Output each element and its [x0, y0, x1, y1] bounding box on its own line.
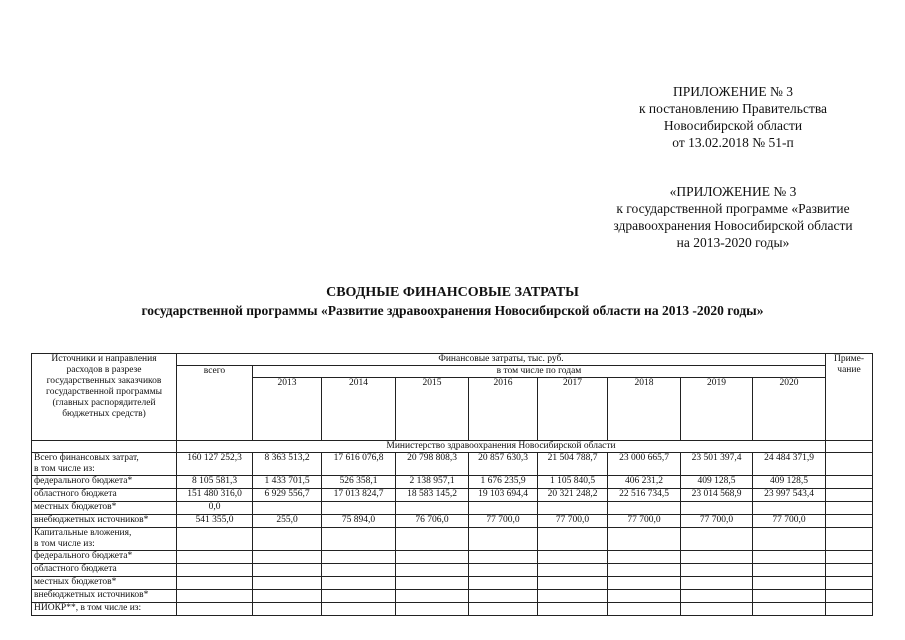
cell-year-value — [253, 603, 322, 616]
cell-total — [177, 528, 253, 551]
cell-year-value — [753, 528, 826, 551]
financial-costs-table — [31, 353, 873, 616]
cell-year-value — [396, 577, 469, 590]
cell-year-value — [469, 603, 538, 616]
row-label: внебюджетных источников* — [32, 515, 177, 528]
document-subtitle: государственной программы «Развитие здравоохранения Новосибирской области на 2013 -2020 годы» — [141, 303, 764, 318]
cell-year-value — [469, 577, 538, 590]
cell-year-value: 2 138 957,1 — [396, 476, 469, 489]
row-label: НИОКР**, в том числе из: — [32, 603, 177, 616]
header-financial-costs: Финансовые затраты, тыс. руб. — [177, 354, 826, 366]
cell-year-value: 17 013 824,7 — [322, 489, 396, 502]
cell-year-value — [322, 603, 396, 616]
cell-total: 8 105 581,3 — [177, 476, 253, 489]
cell-total: 151 480 316,0 — [177, 489, 253, 502]
cell-year-value — [322, 551, 396, 564]
cell-note — [826, 502, 873, 515]
cell-year-value: 1 105 840,5 — [538, 476, 608, 489]
cell-total — [177, 590, 253, 603]
header-year: 2014 — [322, 378, 396, 441]
cell-total — [177, 551, 253, 564]
cell-year-value — [681, 590, 753, 603]
cell-year-value — [538, 590, 608, 603]
cell-year-value — [469, 528, 538, 551]
cell-year-value — [396, 603, 469, 616]
cell-year-value — [396, 528, 469, 551]
table-row — [32, 603, 873, 616]
appendix-line: от 13.02.2018 № 51-п — [672, 135, 794, 150]
cell-year-value — [538, 603, 608, 616]
cell-year-value — [538, 502, 608, 515]
cell-year-value — [608, 528, 681, 551]
cell-year-value — [681, 528, 753, 551]
cell-year-value — [322, 577, 396, 590]
row-label: федерального бюджета* — [32, 551, 177, 564]
cell-year-value: 6 929 556,7 — [253, 489, 322, 502]
cell-year-value: 77 700,0 — [538, 515, 608, 528]
row-label: областного бюджета — [32, 489, 177, 502]
cell-year-value: 18 583 145,2 — [396, 489, 469, 502]
row-label: местных бюджетов* — [32, 577, 177, 590]
appendix-line: здравоохранения Новосибирской области — [613, 218, 853, 233]
cell-year-value — [396, 502, 469, 515]
section-ministry-row: Министерство здравоохранения Новосибирской области — [177, 441, 826, 453]
cell-total — [177, 564, 253, 577]
header-year: 2020 — [753, 378, 826, 441]
appendix-approval-block — [603, 83, 863, 151]
cell-year-value: 77 700,0 — [469, 515, 538, 528]
row-label: федерального бюджета* — [32, 476, 177, 489]
appendix-line: на 2013-2020 годы» — [676, 235, 790, 250]
cell-note — [826, 603, 873, 616]
cell-year-value: 406 231,2 — [608, 476, 681, 489]
cell-year-value: 23 014 568,9 — [681, 489, 753, 502]
cell-year-value — [253, 502, 322, 515]
appendix-line: Новосибирской области — [663, 118, 803, 133]
table-row — [32, 489, 873, 502]
cell-year-value — [253, 551, 322, 564]
cell-year-value: 21 504 788,7 — [538, 453, 608, 476]
header-note-column: Приме- чание — [826, 354, 873, 441]
cell-total: 160 127 252,3 — [177, 453, 253, 476]
table-row — [32, 564, 873, 577]
table-row — [32, 476, 873, 489]
cell-year-value — [753, 590, 826, 603]
cell-year-value — [538, 528, 608, 551]
cell-year-value — [681, 551, 753, 564]
cell-year-value — [681, 564, 753, 577]
cell-year-value — [753, 551, 826, 564]
cell-year-value — [322, 590, 396, 603]
cell-note — [826, 528, 873, 551]
cell-note — [826, 453, 873, 476]
cell-year-value — [753, 564, 826, 577]
cell-year-value — [538, 564, 608, 577]
appendix-line: к постановлению Правительства — [638, 101, 828, 116]
cell-year-value — [469, 502, 538, 515]
cell-year-value — [253, 577, 322, 590]
row-label: областного бюджета — [32, 564, 177, 577]
cell-year-value: 255,0 — [253, 515, 322, 528]
cell-note — [826, 489, 873, 502]
cell-total — [177, 603, 253, 616]
cell-year-value — [396, 564, 469, 577]
document-title: СВОДНЫЕ ФИНАНСОВЫЕ ЗАТРАТЫ — [326, 285, 579, 300]
cell-year-value — [608, 502, 681, 515]
cell-year-value: 8 363 513,2 — [253, 453, 322, 476]
appendix-line: к государственной программе «Развитие — [616, 201, 850, 216]
cell-year-value: 77 700,0 — [753, 515, 826, 528]
table-row — [32, 577, 873, 590]
cell-year-value — [681, 603, 753, 616]
cell-year-value — [753, 502, 826, 515]
table-row — [32, 502, 873, 515]
cell-year-value: 23 501 397,4 — [681, 453, 753, 476]
cell-year-value — [608, 603, 681, 616]
cell-year-value: 1 676 235,9 — [469, 476, 538, 489]
cell-year-value — [538, 577, 608, 590]
cell-year-value: 20 321 248,2 — [538, 489, 608, 502]
header-sources-column: Источники и направления расходов в разрезе государственных заказчиков государственной программы (главных распорядителей бюджетных средств) — [32, 354, 177, 441]
cell-year-value — [608, 564, 681, 577]
cell-note — [826, 476, 873, 489]
cell-year-value: 22 516 734,5 — [608, 489, 681, 502]
cell-year-value — [469, 551, 538, 564]
header-year: 2019 — [681, 378, 753, 441]
cell-year-value — [469, 564, 538, 577]
cell-year-value — [681, 577, 753, 590]
header-year: 2013 — [253, 378, 322, 441]
cell-year-value — [608, 577, 681, 590]
cell-note — [826, 590, 873, 603]
cell-year-value: 24 484 371,9 — [753, 453, 826, 476]
cell-total — [177, 577, 253, 590]
cell-year-value: 409 128,5 — [681, 476, 753, 489]
cell-year-value: 20 798 808,3 — [396, 453, 469, 476]
cell-year-value — [753, 603, 826, 616]
table-row — [32, 453, 873, 476]
cell-year-value — [538, 551, 608, 564]
table-row — [32, 590, 873, 603]
header-total: всего — [177, 366, 253, 441]
cell-year-value — [396, 590, 469, 603]
header-by-years: в том числе по годам — [253, 366, 826, 378]
row-label: Всего финансовых затрат, в том числе из: — [32, 453, 177, 476]
header-year: 2018 — [608, 378, 681, 441]
header-year: 2015 — [396, 378, 469, 441]
cell-year-value: 77 700,0 — [681, 515, 753, 528]
cell-year-value — [608, 551, 681, 564]
cell-total: 0,0 — [177, 502, 253, 515]
cell-year-value — [396, 551, 469, 564]
cell-note — [826, 564, 873, 577]
cell-year-value — [322, 502, 396, 515]
appendix-line: ПРИЛОЖЕНИЕ № 3 — [672, 84, 794, 99]
cell-year-value — [608, 590, 681, 603]
cell-year-value — [753, 577, 826, 590]
cell-year-value: 76 706,0 — [396, 515, 469, 528]
row-label: местных бюджетов* — [32, 502, 177, 515]
cell-year-value — [469, 590, 538, 603]
row-label: Капитальные вложения, в том числе из: — [32, 528, 177, 551]
cell-note — [826, 551, 873, 564]
cell-year-value: 1 433 701,5 — [253, 476, 322, 489]
cell-year-value: 20 857 630,3 — [469, 453, 538, 476]
cell-year-value — [681, 502, 753, 515]
cell-year-value: 77 700,0 — [608, 515, 681, 528]
header-year: 2017 — [538, 378, 608, 441]
cell-note — [826, 577, 873, 590]
cell-year-value: 19 103 694,4 — [469, 489, 538, 502]
cell-year-value — [253, 564, 322, 577]
cell-year-value: 23 997 543,4 — [753, 489, 826, 502]
table-row — [32, 515, 873, 528]
cell-year-value — [322, 528, 396, 551]
row-label: внебюджетных источников* — [32, 590, 177, 603]
cell-year-value — [253, 590, 322, 603]
header-year: 2016 — [469, 378, 538, 441]
cell-year-value: 17 616 076,8 — [322, 453, 396, 476]
appendix-program-block — [583, 183, 883, 251]
cell-year-value: 526 358,1 — [322, 476, 396, 489]
cell-year-value: 75 894,0 — [322, 515, 396, 528]
cell-total: 541 355,0 — [177, 515, 253, 528]
appendix-line: «ПРИЛОЖЕНИЕ № 3 — [669, 184, 797, 199]
cell-year-value — [322, 564, 396, 577]
table-row — [32, 528, 873, 551]
cell-year-value: 409 128,5 — [753, 476, 826, 489]
cell-year-value: 23 000 665,7 — [608, 453, 681, 476]
cell-note — [826, 515, 873, 528]
table-row — [32, 551, 873, 564]
cell-year-value — [253, 528, 322, 551]
